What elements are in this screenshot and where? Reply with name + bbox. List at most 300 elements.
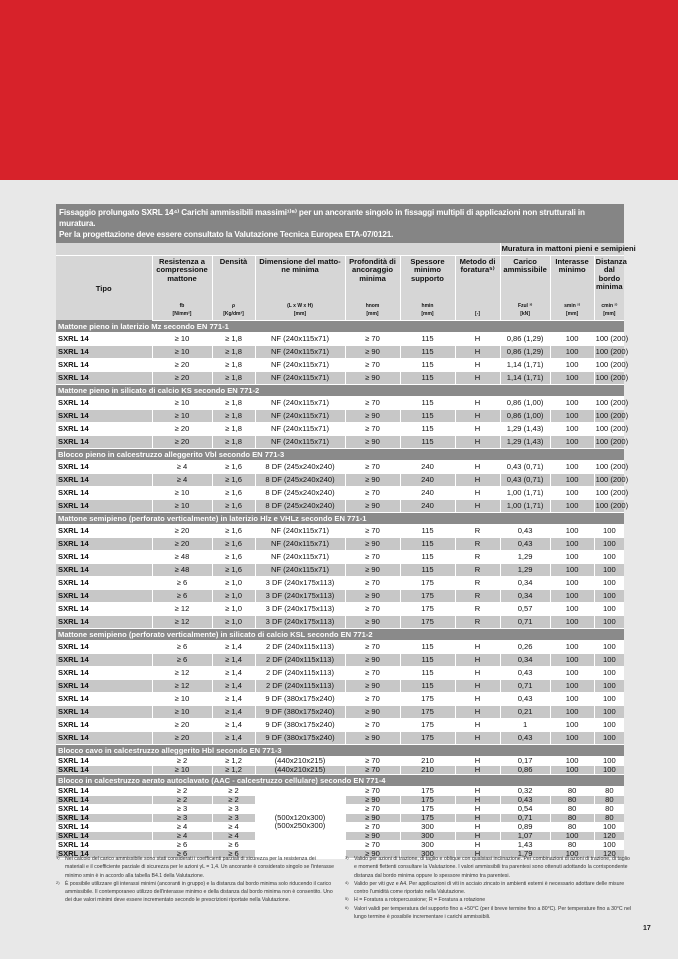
value-cell: 115 — [400, 409, 455, 422]
footnote-text: Valori validi per temperatura del supporto fino a +50°C (per il breve termine fino a 80°C). Per temperature fino a 30°C nel lungo termine è possibile incrementare i carichi ammissibili. — [354, 905, 632, 921]
value-cell: ≥ 1,0 — [212, 615, 255, 628]
value-cell: 80 — [550, 813, 594, 822]
value-cell: 0,43 (0,71) — [500, 460, 550, 473]
value-cell: H — [455, 765, 500, 774]
value-cell: R — [455, 576, 500, 589]
value-cell: ≥ 70 — [345, 550, 400, 563]
type-cell: SXRL 14 — [56, 705, 152, 718]
section-title: Mattone pieno in laterizio Mz secondo EN 771-1 — [56, 320, 624, 332]
value-cell: 100 — [550, 679, 594, 692]
value-cell: 240 — [400, 460, 455, 473]
value-cell: ≥ 6 — [152, 653, 212, 666]
value-cell: 100 — [550, 473, 594, 486]
table-row — [56, 615, 624, 628]
column-header-label: Resistenza a compressione mattone — [152, 255, 212, 303]
value-cell: 0,86 (1,29) — [500, 332, 550, 345]
section-header-row — [56, 774, 624, 786]
value-cell: ≥ 20 — [152, 435, 212, 448]
value-cell: 100 — [550, 550, 594, 563]
value-cell: 100 — [594, 840, 624, 849]
value-cell: ≥ 70 — [345, 422, 400, 435]
type-cell: SXRL 14 — [56, 345, 152, 358]
table-row — [56, 524, 624, 537]
value-cell: ≥ 12 — [152, 666, 212, 679]
value-cell: 0,43 (0,71) — [500, 473, 550, 486]
table-row — [56, 602, 624, 615]
value-cell: 100 — [594, 550, 624, 563]
value-cell: ≥ 70 — [345, 396, 400, 409]
value-cell: ≥ 20 — [152, 524, 212, 537]
type-cell: SXRL 14 — [56, 435, 152, 448]
value-cell: ≥ 70 — [345, 840, 400, 849]
footnote-text: Valido per azioni di trazione, di taglio e oblique con qualsiasi inclinazione. Per combinazioni di azioni di trazione, di taglio e momenti flettenti consultare la Valutazione. I valori ammissibili tra parentesi sono ottenuti adottando la corrispondente distanza dal bordo minima oppure lo spessore minimo tra parentesi. — [354, 856, 630, 879]
load-table-container — [56, 204, 636, 859]
type-cell: SXRL 14 — [56, 786, 152, 795]
value-cell: 100 — [550, 460, 594, 473]
type-cell: SXRL 14 — [56, 822, 152, 831]
value-cell: ≥ 4 — [212, 822, 255, 831]
value-cell: H — [455, 822, 500, 831]
column-header-unit: [mm] — [255, 311, 345, 320]
value-cell: 9 DF (380x175x240) — [255, 692, 345, 705]
table-row — [56, 371, 624, 384]
value-cell: 8 DF (245x240x240) — [255, 486, 345, 499]
value-cell: H — [455, 371, 500, 384]
value-cell: R — [455, 602, 500, 615]
value-cell: 80 — [550, 804, 594, 813]
table-row — [56, 537, 624, 550]
value-cell: ≥ 1,4 — [212, 640, 255, 653]
value-cell: ≥ 3 — [212, 813, 255, 822]
value-cell: 100 — [594, 653, 624, 666]
value-cell: 115 — [400, 358, 455, 371]
value-cell: 1,29 — [500, 563, 550, 576]
table-row — [56, 653, 624, 666]
value-cell: ≥ 70 — [345, 576, 400, 589]
type-cell: SXRL 14 — [56, 756, 152, 765]
table-row — [56, 409, 624, 422]
value-cell: ≥ 90 — [345, 563, 400, 576]
value-cell: 1,00 (1,71) — [500, 499, 550, 512]
value-cell: 100 — [550, 705, 594, 718]
column-header-label: Metodo di foratura⁵⁾ — [455, 255, 500, 303]
merged-dimension-cell — [255, 786, 345, 858]
value-cell: ≥ 1,8 — [212, 371, 255, 384]
value-cell: H — [455, 786, 500, 795]
value-cell: NF (240x115x71) — [255, 550, 345, 563]
footnotes-right — [345, 855, 633, 921]
type-cell: SXRL 14 — [56, 849, 152, 858]
value-cell: ≥ 90 — [345, 615, 400, 628]
value-cell: 80 — [594, 786, 624, 795]
value-cell: ≥ 70 — [345, 602, 400, 615]
table-row — [56, 692, 624, 705]
value-cell: NF (240x115x71) — [255, 332, 345, 345]
header-group-label: Muratura in mattoni pieni e semipieni — [500, 243, 624, 255]
value-cell: ≥ 70 — [345, 460, 400, 473]
value-cell: 100 — [550, 499, 594, 512]
value-cell: ≥ 1,6 — [212, 524, 255, 537]
value-cell: 115 — [400, 371, 455, 384]
footnotes-left — [56, 855, 336, 905]
value-cell: H — [455, 679, 500, 692]
column-header-label: Interasse minimo — [550, 255, 594, 303]
column-header-symbol: Fzul ³⁾ — [500, 303, 550, 311]
value-cell: 0,43 — [500, 524, 550, 537]
value-cell: ≥ 90 — [345, 813, 400, 822]
value-cell: ≥ 6 — [212, 849, 255, 858]
column-header-label: Spessore minimo supporto — [400, 255, 455, 303]
value-cell: 2 DF (240x115x113) — [255, 679, 345, 692]
value-cell: 115 — [400, 537, 455, 550]
table-row — [56, 358, 624, 371]
table-row — [56, 332, 624, 345]
footnote-number: 5) — [345, 896, 349, 902]
value-cell: ≥ 90 — [345, 589, 400, 602]
value-cell: 100 — [550, 765, 594, 774]
value-cell: H — [455, 499, 500, 512]
value-cell: H — [455, 460, 500, 473]
value-cell: ≥ 90 — [345, 731, 400, 744]
type-cell: SXRL 14 — [56, 550, 152, 563]
value-cell: ≥ 1,8 — [212, 435, 255, 448]
value-cell: 100 — [550, 849, 594, 858]
section-title: Blocco pieno in calcestruzzo alleggerito Vbl secondo EN 771-3 — [56, 448, 624, 460]
value-cell: ≥ 4 — [152, 822, 212, 831]
value-cell: 1,14 (1,71) — [500, 371, 550, 384]
value-cell: 80 — [550, 822, 594, 831]
value-cell: ≥ 90 — [345, 705, 400, 718]
footnote — [345, 880, 633, 897]
value-cell: R — [455, 615, 500, 628]
table-row — [56, 765, 624, 774]
value-cell: R — [455, 537, 500, 550]
value-cell: ≥ 6 — [152, 840, 212, 849]
value-cell: 100 — [550, 524, 594, 537]
value-cell: H — [455, 804, 500, 813]
section-header-row — [56, 320, 624, 332]
column-header-symbol: cmin ²⁾ — [594, 303, 624, 311]
value-cell: 100 — [594, 679, 624, 692]
value-cell: ≥ 10 — [152, 332, 212, 345]
value-cell: 100 — [594, 589, 624, 602]
value-cell: ≥ 70 — [345, 486, 400, 499]
footnote-text: Valido per viti gvz e A4. Per applicazioni di viti in acciaio zincato in ambienti esterni è necessario adottare delle misure contro l'umidità come riportato nella Valutazione. — [354, 880, 625, 896]
value-cell: 115 — [400, 666, 455, 679]
value-cell: 0,17 — [500, 756, 550, 765]
red-header-band — [0, 0, 678, 180]
header-group-row — [56, 243, 624, 255]
value-cell: H — [455, 396, 500, 409]
value-cell: ≥ 10 — [152, 345, 212, 358]
type-cell: SXRL 14 — [56, 731, 152, 744]
value-cell: 100 — [550, 435, 594, 448]
value-cell: 100 — [594, 602, 624, 615]
value-cell: 1,29 (1,43) — [500, 422, 550, 435]
value-cell: 0,86 (1,00) — [500, 396, 550, 409]
type-cell: SXRL 14 — [56, 576, 152, 589]
load-table — [56, 243, 636, 859]
value-cell: ≥ 70 — [345, 524, 400, 537]
column-header-unit: [mm] — [594, 311, 624, 320]
value-cell: ≥ 6 — [152, 589, 212, 602]
column-header-symbol: hmin — [400, 303, 455, 311]
value-cell: ≥ 4 — [152, 460, 212, 473]
section-title: Blocco cavo in calcestruzzo alleggerito Hbl secondo EN 771-3 — [56, 744, 624, 756]
value-cell: 100 (200) — [595, 347, 629, 356]
value-cell: ≥ 1,2 — [212, 765, 255, 774]
type-cell: SXRL 14 — [56, 524, 152, 537]
value-cell: 8 DF (245x240x240) — [255, 473, 345, 486]
value-cell: ≥ 2 — [152, 756, 212, 765]
value-cell: 100 — [550, 756, 594, 765]
value-cell: 100 — [550, 602, 594, 615]
type-cell: SXRL 14 — [56, 473, 152, 486]
value-cell: 0,21 — [500, 705, 550, 718]
section-title: Mattone semipieno (perforato verticalmente) in silicato di calcio KSL secondo EN 771-2 — [56, 628, 624, 640]
value-cell: 1 — [500, 718, 550, 731]
value-cell: H — [455, 756, 500, 765]
value-cell: H — [455, 666, 500, 679]
value-cell: 100 — [594, 731, 624, 744]
value-cell: 0,86 (1,00) — [500, 409, 550, 422]
value-cell: 300 — [400, 831, 455, 840]
value-cell: 100 (200) — [595, 411, 629, 420]
value-cell: 9 DF (380x175x240) — [255, 705, 345, 718]
page-number: 17 — [643, 925, 651, 932]
value-cell: 100 — [594, 822, 624, 831]
value-cell: 115 — [400, 345, 455, 358]
value-cell: ≥ 70 — [345, 804, 400, 813]
value-cell: 115 — [400, 550, 455, 563]
type-cell: SXRL 14 — [56, 332, 152, 345]
value-cell: 240 — [400, 499, 455, 512]
column-header-label: Profondità di ancoraggio minima — [345, 255, 400, 303]
value-cell: 100 (200) — [595, 398, 629, 407]
value-cell: ≥ 1,6 — [212, 473, 255, 486]
value-cell: NF (240x115x71) — [255, 435, 345, 448]
value-cell: H — [455, 435, 500, 448]
value-cell: 115 — [400, 396, 455, 409]
type-cell: SXRL 14 — [56, 486, 152, 499]
value-cell: ≥ 90 — [345, 679, 400, 692]
value-cell: H — [455, 422, 500, 435]
table-row — [56, 589, 624, 602]
value-cell: R — [455, 563, 500, 576]
footnote-number: 4) — [345, 879, 349, 885]
table-row — [56, 550, 624, 563]
value-cell: H — [455, 345, 500, 358]
table-row — [56, 679, 624, 692]
column-header-label: Tipo — [56, 255, 152, 320]
value-cell: 100 — [550, 486, 594, 499]
value-cell: 0,34 — [500, 576, 550, 589]
value-cell: ≥ 1,4 — [212, 666, 255, 679]
value-cell: NF (240x115x71) — [255, 563, 345, 576]
value-cell: H — [455, 731, 500, 744]
footnote-text: Nel calcolo del carico ammissibile sono stati considerati i coefficienti parziali di sicurezza per la resistenza dei materiali e il coefficiente parziale di sicurezza per le azioni γL = 1,4. Un ancorante è considerato singolo se l'interasse minimo smin è in accordo alla tabella B4.1 della Valutazione. — [65, 856, 335, 879]
value-cell: ≥ 20 — [152, 422, 212, 435]
value-cell: NF (240x115x71) — [255, 371, 345, 384]
value-cell: 100 — [594, 615, 624, 628]
value-cell: H — [455, 849, 500, 858]
value-cell: 100 — [550, 332, 594, 345]
value-cell: 100 — [594, 765, 624, 774]
value-cell: 100 — [550, 615, 594, 628]
value-cell: 175 — [400, 804, 455, 813]
value-cell: ≥ 1,6 — [212, 486, 255, 499]
value-cell: 0,89 — [500, 822, 550, 831]
table-row — [56, 756, 624, 765]
value-cell: 175 — [400, 718, 455, 731]
value-cell: 115 — [400, 679, 455, 692]
value-cell: ≥ 20 — [152, 731, 212, 744]
table-row — [56, 499, 624, 512]
table-row — [56, 486, 624, 499]
value-cell: 100 (200) — [595, 424, 629, 433]
value-cell: ≥ 20 — [152, 537, 212, 550]
section-header-row — [56, 384, 624, 396]
value-cell: 100 — [550, 653, 594, 666]
value-cell: 175 — [400, 795, 455, 804]
value-cell: ≥ 1,8 — [212, 422, 255, 435]
value-cell: 100 — [550, 409, 594, 422]
section-header-row — [56, 628, 624, 640]
section-header-row — [56, 448, 624, 460]
column-header-unit: [Kg/dm³] — [212, 311, 255, 320]
value-cell: ≥ 1,6 — [212, 460, 255, 473]
value-cell: 100 — [550, 537, 594, 550]
value-cell: 100 (200) — [595, 437, 629, 446]
value-cell: ≥ 70 — [345, 640, 400, 653]
value-cell: 80 — [594, 813, 624, 822]
value-cell: 120 — [594, 831, 624, 840]
column-header-unit: [mm] — [550, 311, 594, 320]
value-cell: ≥ 70 — [345, 718, 400, 731]
footnote — [345, 896, 633, 904]
footnote-number: 2) — [56, 879, 60, 885]
value-cell: 0,86 — [500, 765, 550, 774]
value-cell: H — [455, 840, 500, 849]
value-cell: 2 DF (240x115x113) — [255, 653, 345, 666]
value-cell: 100 (200) — [595, 488, 629, 497]
value-cell: H — [455, 795, 500, 804]
type-cell: SXRL 14 — [56, 692, 152, 705]
footnote — [345, 905, 633, 922]
value-cell: H — [455, 332, 500, 345]
value-cell: ≥ 48 — [152, 563, 212, 576]
value-cell: 100 (200) — [595, 334, 629, 343]
value-cell: H — [455, 813, 500, 822]
value-cell: 3 DF (240x175x113) — [255, 589, 345, 602]
value-cell: 0,71 — [500, 813, 550, 822]
value-cell: NF (240x115x71) — [255, 396, 345, 409]
column-header-unit: [mm] — [400, 311, 455, 320]
value-cell: 3 DF (240x175x113) — [255, 602, 345, 615]
column-header-symbol: fb — [152, 303, 212, 311]
value-cell: ≥ 10 — [152, 499, 212, 512]
section-header-row — [56, 744, 624, 756]
value-cell: ≥ 90 — [345, 537, 400, 550]
value-cell: R — [455, 589, 500, 602]
section-title: Mattone pieno in silicato di calcio KS secondo EN 771-2 — [56, 384, 624, 396]
value-cell: ≥ 6 — [152, 849, 212, 858]
value-cell: 100 — [594, 640, 624, 653]
value-cell: ≥ 2 — [212, 795, 255, 804]
column-header-symbol: hnom — [345, 303, 400, 311]
value-cell: 100 — [550, 563, 594, 576]
type-cell: SXRL 14 — [56, 795, 152, 804]
value-cell: ≥ 20 — [152, 718, 212, 731]
value-cell: ≥ 90 — [345, 795, 400, 804]
value-cell: 300 — [400, 840, 455, 849]
type-cell: SXRL 14 — [56, 653, 152, 666]
footnote-number: 6) — [345, 904, 349, 910]
value-cell: 175 — [400, 786, 455, 795]
footnote-number: 3) — [345, 855, 349, 860]
value-cell: ≥ 90 — [345, 653, 400, 666]
dimension-value: (500x120x300) — [274, 813, 326, 822]
value-cell: ≥ 1,6 — [212, 563, 255, 576]
footnote-text: H = Foratura a rotopercussione; R = Foratura a rotazione — [354, 897, 486, 904]
table-row — [56, 731, 624, 744]
value-cell: 0,26 — [500, 640, 550, 653]
column-header-label: Distanza dal bordo minima — [594, 255, 624, 303]
value-cell: 100 — [594, 524, 624, 537]
value-cell: 0,43 — [500, 795, 550, 804]
value-cell: ≥ 1,6 — [212, 537, 255, 550]
value-cell: 100 — [550, 589, 594, 602]
header-lbl-row — [56, 255, 624, 303]
value-cell: ≥ 12 — [152, 615, 212, 628]
table-title — [56, 204, 624, 243]
column-header-unit: [kN] — [500, 311, 550, 320]
value-cell: 0,43 — [500, 666, 550, 679]
type-cell: SXRL 14 — [56, 358, 152, 371]
value-cell: 1,43 — [500, 840, 550, 849]
value-cell: 175 — [400, 615, 455, 628]
value-cell: ≥ 70 — [345, 666, 400, 679]
column-header-label: Carico ammissibile — [500, 255, 550, 303]
value-cell: ≥ 70 — [345, 358, 400, 371]
type-cell: SXRL 14 — [56, 537, 152, 550]
value-cell: H — [455, 358, 500, 371]
column-header-unit: [N/mm²] — [152, 311, 212, 320]
value-cell: 100 (200) — [595, 475, 629, 484]
dimension-value: (500x250x300) — [274, 821, 326, 830]
value-cell: ≥ 3 — [212, 804, 255, 813]
value-cell: H — [455, 409, 500, 422]
table-row — [56, 705, 624, 718]
value-cell: 240 — [400, 486, 455, 499]
value-cell: 9 DF (380x175x240) — [255, 718, 345, 731]
table-row — [56, 563, 624, 576]
value-cell: H — [455, 831, 500, 840]
value-cell: 175 — [400, 731, 455, 744]
value-cell: 80 — [550, 786, 594, 795]
type-cell: SXRL 14 — [56, 813, 152, 822]
value-cell: NF (240x115x71) — [255, 524, 345, 537]
table-row — [56, 460, 624, 473]
value-cell: 100 — [594, 537, 624, 550]
value-cell: 100 (200) — [595, 501, 629, 510]
value-cell: 100 (200) — [595, 373, 629, 382]
value-cell: ≥ 70 — [345, 692, 400, 705]
value-cell: 80 — [594, 804, 624, 813]
table-title-line-2: Per la progettazione deve essere consultato la Valutazione Tecnica Europea ETA-07/0121. — [59, 230, 394, 239]
value-cell: 0,43 — [500, 692, 550, 705]
value-cell: ≥ 70 — [345, 786, 400, 795]
